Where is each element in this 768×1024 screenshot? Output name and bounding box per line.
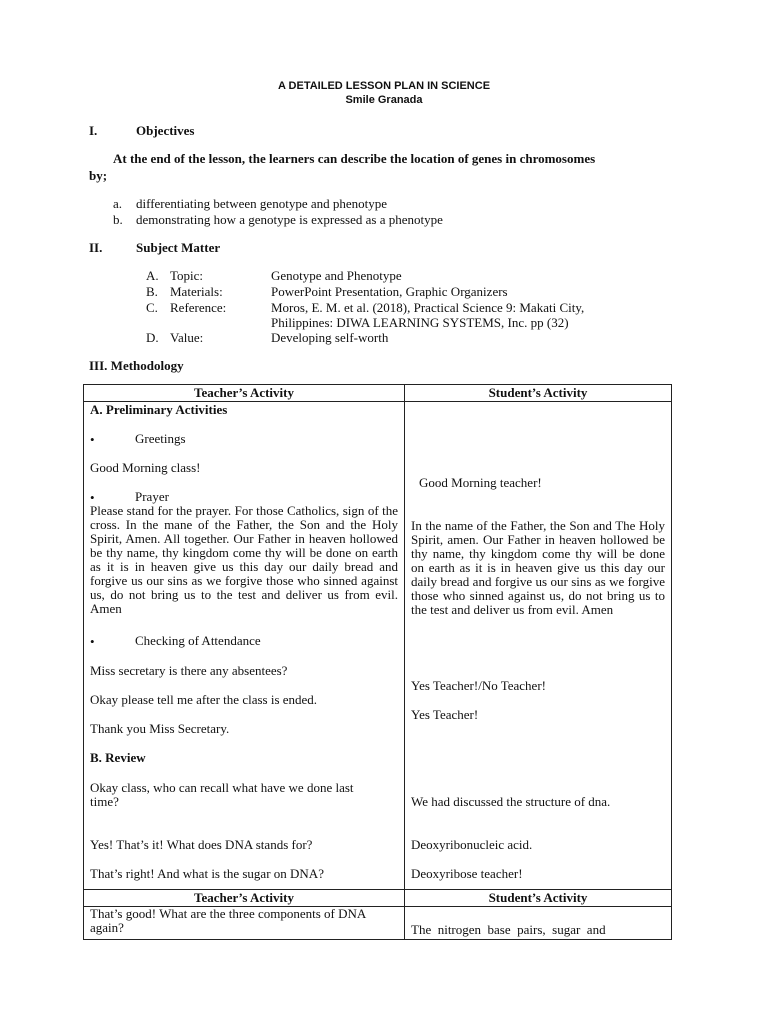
subject-value-reference: Moros, E. M. et al. (2018), Practical Science 9: Makati City, (271, 300, 585, 315)
student-deoxyribose-answer: Deoxyribose teacher! (411, 866, 523, 881)
teacher-tell-me: Okay please tell me after the class is ended. (90, 692, 318, 707)
subject-matter-numeral: II. (89, 240, 103, 255)
teacher-components-question: That’s good! What are the three components of DNA again? (90, 906, 366, 935)
subject-label-reference: Reference: (170, 300, 227, 315)
subject-letter-c: C. (146, 300, 158, 315)
subject-label-value: Value: (170, 330, 204, 345)
teacher-activity-header: Teacher’s Activity (84, 385, 405, 402)
subject-label-topic: Topic: (170, 268, 204, 283)
objective-item-a: differentiating between genotype and phenotype (136, 196, 388, 211)
methodology-table (83, 384, 672, 940)
objectives-intro-line1: At the end of the lesson, the learners can describe the location of genes in chromosomes (113, 151, 596, 166)
teacher-good-morning: Good Morning class! (90, 460, 201, 475)
subject-value-reference-line2: Philippines: DIWA LEARNING SYSTEMS, Inc. pp (32) (271, 315, 569, 330)
objective-letter-a: a. (113, 196, 123, 211)
subject-matter-heading: Subject Matter (136, 240, 221, 255)
student-activity-header-repeat: Student’s Activity (405, 890, 672, 907)
bullet-icon: • (90, 634, 95, 649)
student-yes-no: Yes Teacher!/No Teacher! (411, 678, 546, 693)
attendance-label: Checking of Attendance (135, 633, 261, 648)
objective-item-b: demonstrating how a genotype is expressed as a phenotype (136, 212, 443, 227)
teacher-absentees-question: Miss secretary is there any absentees? (90, 663, 288, 678)
subject-letter-b: B. (146, 284, 158, 299)
teacher-thank-you: Thank you Miss Secretary. (90, 721, 230, 736)
teacher-activity-cell (84, 402, 405, 890)
prayer-label: Prayer (135, 489, 169, 504)
bullet-icon: • (90, 432, 95, 447)
teacher-activity-header-repeat: Teacher’s Activity (84, 890, 405, 907)
objectives-intro-line2: by; (89, 168, 108, 183)
teacher-sugar-question: That’s right! And what is the sugar on DNA? (90, 866, 324, 881)
objectives-numeral: I. (89, 123, 98, 138)
subject-value-value: Developing self-worth (271, 330, 389, 345)
student-deoxy-answer: Deoxyribonucleic acid. (411, 837, 533, 852)
subject-value-topic: Genotype and Phenotype (271, 268, 402, 283)
bullet-icon: • (90, 490, 95, 505)
student-prayer-text: In the name of the Father, the Son and The Holy Spirit, amen. Our Father in heaven hollowed be thy name, thy kingdom come thy will be done on earth as it is in heaven give us this day our daily bread and forgive us our sins as we forgive those who sinned against us, do not bring us to the test and deliver us from evil. Amen (411, 518, 665, 617)
document-author: Smile Granada (345, 94, 423, 106)
subject-letter-d: D. (146, 330, 159, 345)
teacher-recall-question: Okay class, who can recall what have we done last time? (90, 780, 354, 809)
teacher-components-cell (84, 907, 405, 940)
preliminary-activities-heading: A. Preliminary Activities (90, 402, 228, 417)
subject-label-materials: Materials: (170, 284, 223, 299)
methodology-heading: III. Methodology (89, 358, 184, 373)
objectives-heading: Objectives (136, 123, 195, 138)
student-components-cell (405, 907, 672, 940)
teacher-prayer-text: Please stand for the prayer. For those Catholics, sign of the cross. In the mane of the Father, the Son and the Holy Spirit, Amen. All together. Our Father in heaven hollowed be thy name, thy kingdom come thy will be done on earth as it is in heaven give us this day our daily bread and forgive us our sins as we forgive those who sinned against us, do not bring us to the test and deliver us from evil. Amen (90, 503, 398, 616)
student-components-answer: The nitrogen base pairs, sugar and (411, 922, 606, 937)
review-heading: B. Review (90, 750, 146, 765)
student-yes: Yes Teacher! (411, 707, 479, 722)
teacher-dna-question: Yes! That’s it! What does DNA stands for? (90, 837, 313, 852)
subject-letter-a: A. (146, 268, 159, 283)
document-title: A DETAILED LESSON PLAN IN SCIENCE (277, 80, 491, 92)
objective-letter-b: b. (113, 212, 123, 227)
student-activity-cell (405, 402, 672, 890)
greetings-label: Greetings (135, 431, 186, 446)
student-dna-structure: We had discussed the structure of dna. (411, 794, 611, 809)
subject-value-materials: PowerPoint Presentation, Graphic Organizers (271, 284, 508, 299)
student-activity-header: Student’s Activity (405, 385, 672, 402)
student-good-morning: Good Morning teacher! (419, 475, 542, 490)
